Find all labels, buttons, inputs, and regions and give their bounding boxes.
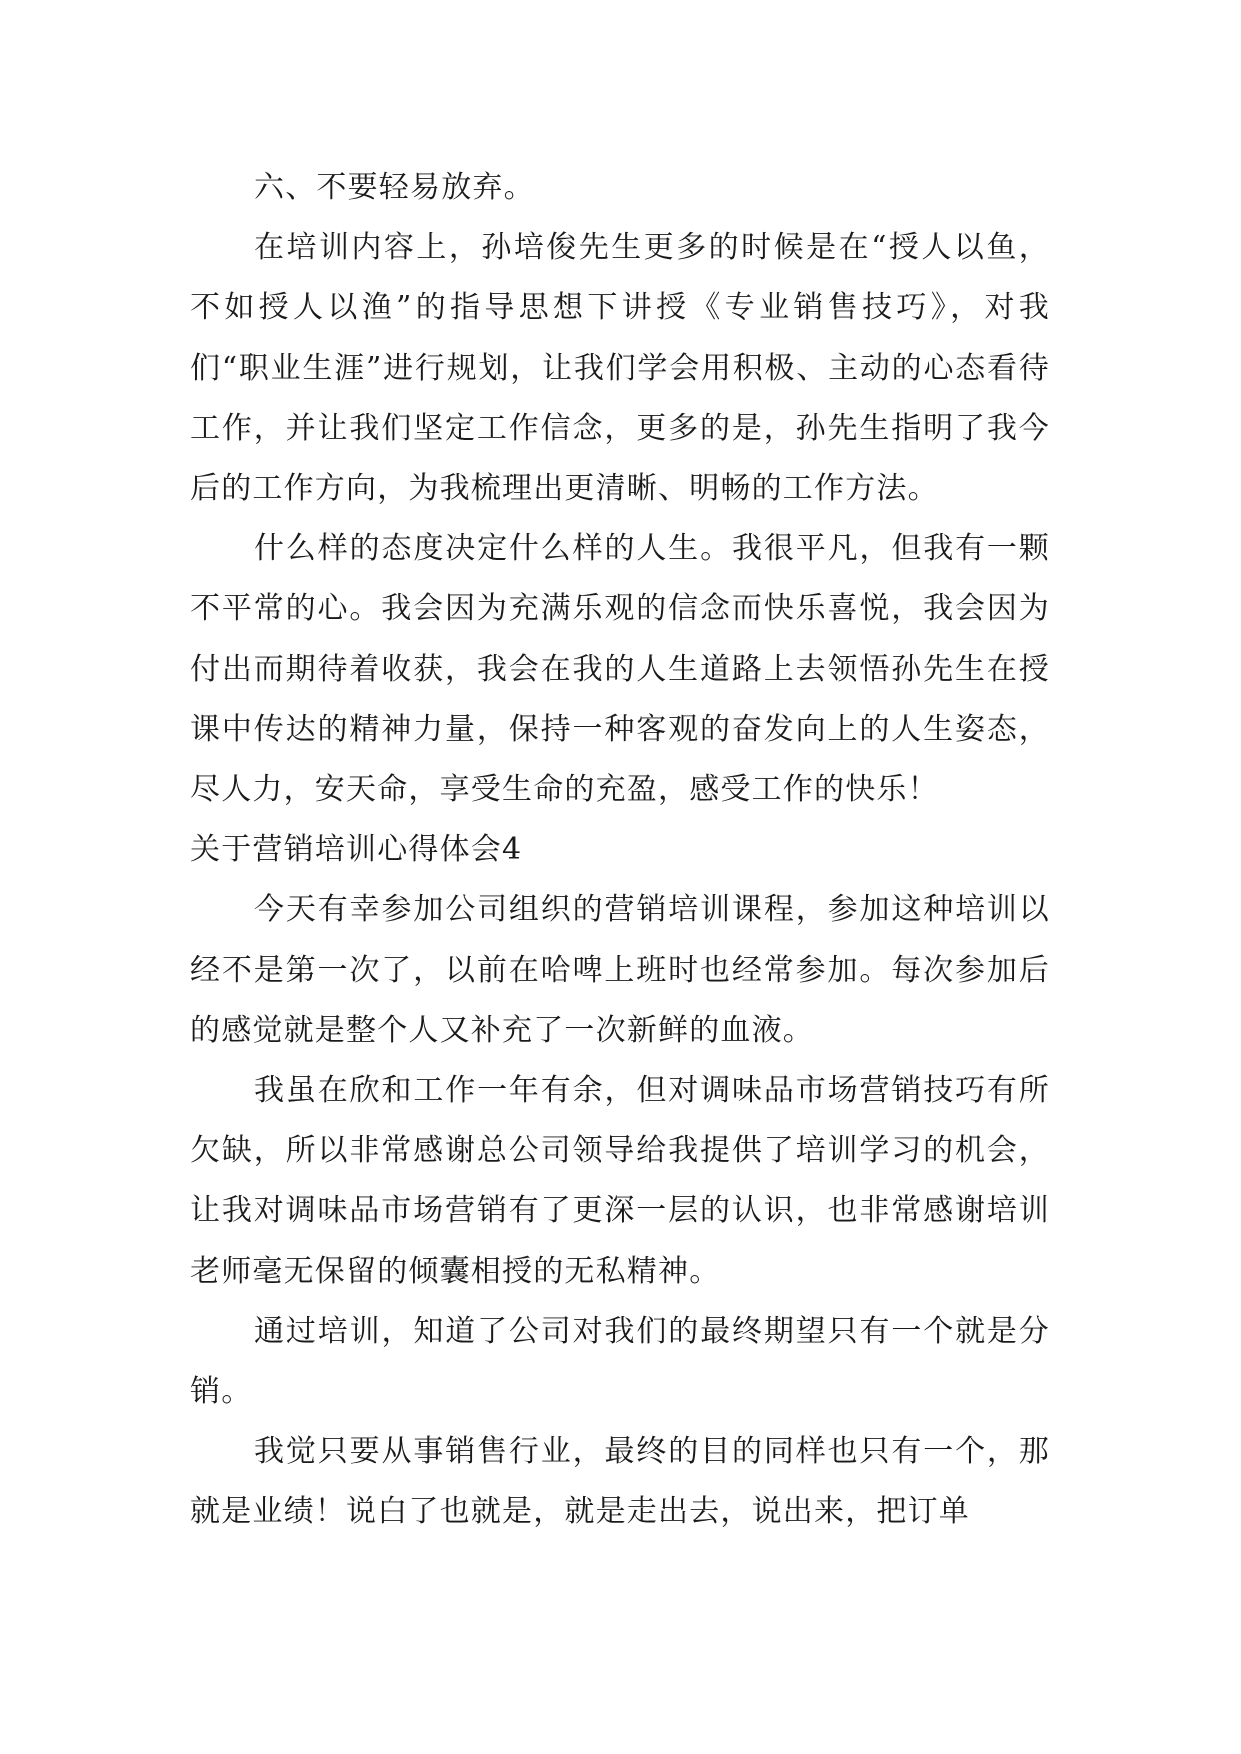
paragraph-performance: 我觉只要从事销售行业，最终的目的同样也只有一个，那就是业绩！说白了也就是，就是走出去，说出来，把订单 <box>190 1434 1050 1530</box>
paragraph-point-six: 六、不要轻易放弃。 <box>254 170 535 205</box>
paragraph-training-content: 在培训内容上，孙培俊先生更多的时候是在“授人以鱼，不如授人以渔”的指导思想下讲授《专业销售技巧》，对我们“职业生涯”进行规划，让我们学会用积极、主动的心态看待工作，并让我们坚定工作信念，更多的是，孙先生指明了我今后的工作方向，为我梳理出更清晰、明畅的工作方法。 <box>190 230 1050 507</box>
paragraph-distribution: 通过培训，知道了公司对我们的最终期望只有一个就是分销。 <box>190 1313 1050 1410</box>
section-heading: 关于营销培训心得体会4 <box>190 832 523 868</box>
document-body <box>190 158 1050 1543</box>
paragraph-today-training: 今天有幸参加公司组织的营销培训课程，参加这种培训以经不是第一次了，以前在哈啤上班时也经常参加。每次参加后的感觉就是整个人又补充了一次新鲜的血液。 <box>190 892 1050 1048</box>
paragraph-attitude: 什么样的态度决定什么样的人生。我很平凡，但我有一颗不平常的心。我会因为充满乐观的信念而快乐喜悦，我会因为付出而期待着收获，我会在我的人生道路上去领悟孙先生在授课中传达的精神力量，保持一种客观的奋发向上的人生姿态，尽人力，安天命，享受生命的充盈，感受工作的快乐！ <box>190 531 1050 808</box>
paragraph-gratitude: 我虽在欣和工作一年有余，但对调味品市场营销技巧有所欠缺，所以非常感谢总公司领导给我提供了培训学习的机会，让我对调味品市场营销有了更深一层的认识，也非常感谢培训老师毫无保留的倾囊相授的无私精神。 <box>190 1073 1050 1289</box>
